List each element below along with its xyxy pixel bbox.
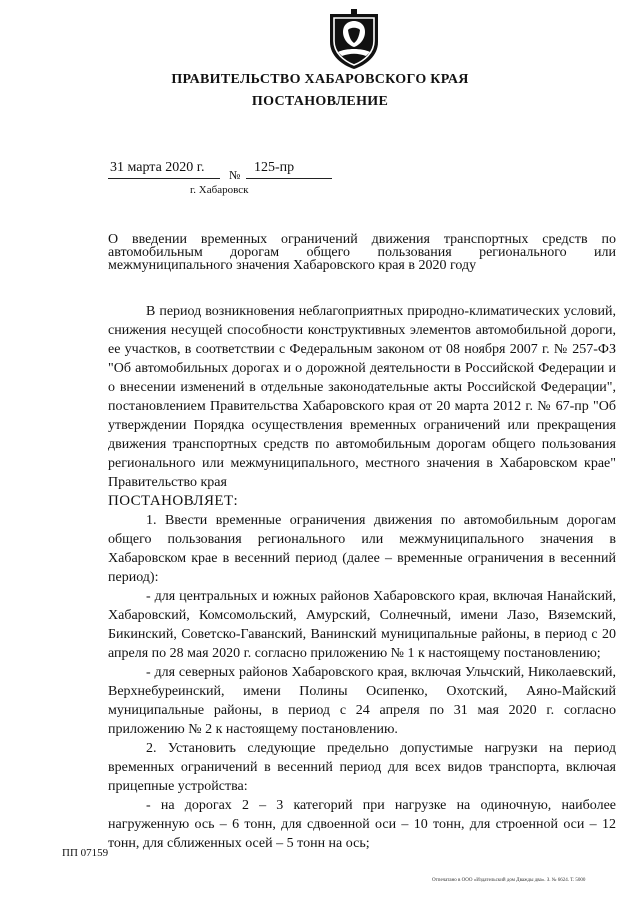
document-subject: О введении временных ограничений движения транспортных средств по автомобильным дорогам общего пользования регионального или межмуниципального значения Хабаровского края в 2020 году — [108, 232, 616, 273]
paragraph-1b: - для северных районов Хабаровского края, включая Ульчский, Николаевский, Верхнебуреинский, имени Полины Осипенко, Охотский, Аяно-Майский муниципальные районы, в период с 24 апреля по 31 мая 2020 г. согласно приложению № 2 к настоящему постановлению. — [108, 665, 616, 737]
preamble-paragraph: В период возникновения неблагоприятных природно-климатических условий, снижения несущей способности конструктивных элементов автомобильной дороги, ее участков, в соответствии с Федеральным законом от 08 ноября 2007 г. № 257-ФЗ "Об автомобильных дорогах и о дорожной деятельности в Российской Федерации и о внесении изменений в отдельные законодательные акты Российской Федерации", постановлением Правительства Хабаровского края от 20 марта 2012 г. № 67-пр "Об утверждении Порядка осуществления временных ограничений или прекращения движения транспортных средств по автомобильным дорогам общего пользования регионального или межмуниципального, местного значения в Хабаровском крае" Правительство края — [108, 304, 616, 490]
document-number: 125-пр — [254, 160, 295, 175]
document-type: ПОСТАНОВЛЕНИЕ — [251, 94, 389, 109]
printer-note: Отпечатано в ООО «Издательский дом Дважды два». З. № 6624. Т. 5000 — [432, 878, 586, 883]
document-city: г. Хабаровск — [190, 184, 249, 196]
paragraph-1a: - для центральных и южных районов Хабаровского края, включая Нанайский, Хабаровский, Комсомольский, Амурский, Солнечный, имени Лазо, Вяземский, Бикинский, Советско-Гаванский, Ванинский муниципальные районы, в период с 20 апреля по 28 мая 2020 г. согласно приложению № 1 к настоящему постановлению; — [108, 589, 616, 661]
document-body — [108, 302, 616, 853]
paragraph-2a: - на дорогах 2 – 3 категорий при нагрузке на одиночную, наиболее нагруженную ось – 6 тонн, для сдвоенной оси – 10 тонн, для строенной оси – 12 тонн, для сближенных осей – 5 тонн на ось; — [108, 798, 616, 851]
organization-title: ПРАВИТЕЛЬСТВО ХАБАРОВСКОГО КРАЯ — [171, 72, 469, 87]
number-underline — [246, 178, 332, 179]
number-sign: № — [229, 168, 241, 182]
decree-heading: ПОСТАНОВЛЯЕТ: — [108, 493, 239, 509]
coat-of-arms-icon — [326, 8, 382, 70]
paragraph-1: 1. Ввести временные ограничения движения по автомобильным дорогам общего пользования регионального или межмуниципального значения в Хабаровском крае в весенний период (далее – временные ограничения в весенний период): — [108, 513, 616, 585]
date-underline — [108, 178, 220, 179]
paragraph-2: 2. Установить следующие предельно допустимые нагрузки на период временных ограничений в весенний период для всех видов транспорта, включая прицепные устройства: — [108, 741, 616, 794]
document-code: ПП 07159 — [62, 847, 109, 859]
document-date: 31 марта 2020 г. — [110, 160, 205, 175]
